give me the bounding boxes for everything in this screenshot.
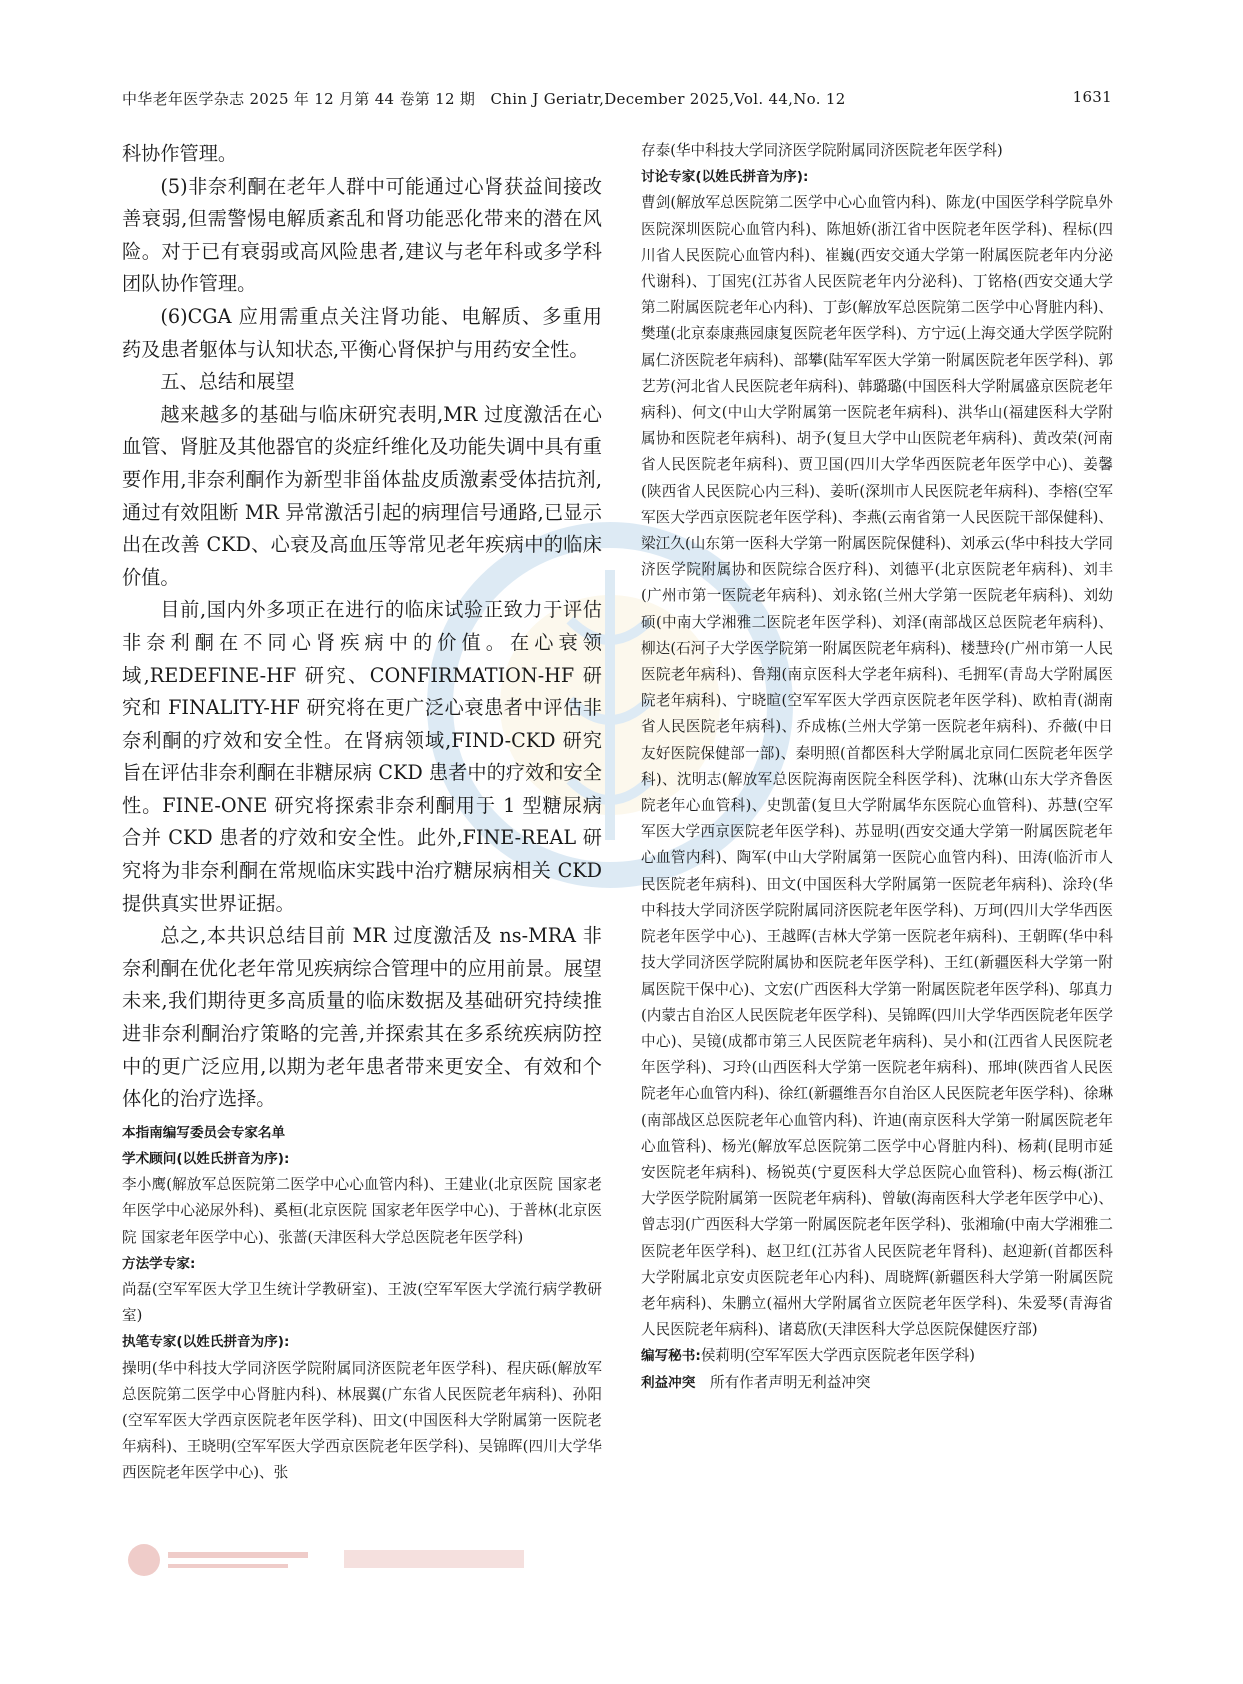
advisors-list: 李小鹰(解放军总医院第二医学中心心血管内科)、王建业(北京医院 国家老年医学中心泌尿外科)、奚桓(北京医院 国家老年医学中心)、于普林(北京医院 国家老年医学中心)、张蔷(天津医科大学总医院老年医学科) <box>122 1176 602 1246</box>
committee-title: 本指南编写委员会专家名单 <box>122 1124 286 1141</box>
journal-citation: 中华老年医学杂志 2025 年 12 月第 44 卷第 12 期 Chin J Geriatr,December 2025,Vol. 44,No. 12 <box>122 90 846 108</box>
publisher-footer-logo <box>124 1540 544 1580</box>
conflict-line <box>641 1370 1113 1396</box>
writers-list-continued: 存泰(华中科技大学同济医学院附属同济医院老年医学科) <box>641 142 1003 159</box>
page-number: 1631 <box>1072 88 1112 106</box>
discussion-heading: 讨论专家(以姓氏拼音为序): <box>641 169 809 186</box>
secretary-heading: 编写秘书: <box>641 1348 701 1365</box>
recommendation-6: (6)CGA 应用需重点关注肾功能、电解质、多重用药及患者躯体与认知状态,平衡心肾保护与用药安全性。 <box>122 304 602 361</box>
paragraph-continued: 科协作管理。 <box>122 142 238 165</box>
discussion-list: 曹剑(解放军总医院第二医学中心心血管内科)、陈龙(中国医学科学院阜外医院深圳医院心血管内科)、陈旭娇(浙江省中医院老年医学科)、程标(四川省人民医院心血管内科)、崔巍(西安交通大学第一附属医院老年内分泌代谢科)、丁国宪(江苏省人民医院老年内分泌科)、丁铭格(西安交通大学第二附属医院老年心内科)、丁彭(解放军总医院第二医学中心肾脏内科)、樊瑾(北京泰康燕园康复医院老年医学科)、方宁远(上海交通大学医学院附属仁济医院老年病科)、部攀(陆军军医大学第一附属医院老年医学科)、郭艺芳(河北省人民医院老年病科)、韩璐璐(中国医科大学附属盛京医院老年病科)、何文(中山大学附属第一医院老年病科)、洪华山(福建医科大学附属协和医院老年病科)、胡予(复旦大学中山医院老年病科)、黄改荣(河南省人民医院老年病科)、贾卫国(四川大学华西医院老年医学中心)、姜馨(陕西省人民医院心内三科)、姜昕(深圳市人民医院老年病科)、李榕(空军军医大学西京医院老年医学科)、李燕(云南省第一人民医院干部保健科)、梁江久(山东第一医科大学第一附属医院保健科)、刘承云(华中科技大学同济医学院附属协和医院综合医疗科)、刘德平(北京医院老年病科)、刘丰(广州市第一医院老年病科)、刘永铭(兰州大学第一医院老年病科)、刘幼硕(中南大学湘雅二医院老年医学科)、刘泽(南部战区总医院老年病科)、柳达(石河子大学医学院第一附属医院老年病科)、楼慧玲(广州市第一人民医院老年病科)、鲁翔(南京医科大学老年病科)、毛拥军(青岛大学附属医院老年病科)、宁晓暄(空军军医大学西京医院老年医学科)、欧柏青(湖南省人民医院老年病科)、乔成栋(兰州大学第一医院老年病科)、乔薇(中日友好医院保健部一部)、秦明照(首都医科大学附属北京同仁医院老年医学科)、沈明志(解放军总医院海南医院全科医学科)、沈琳(山东大学齐鲁医院老年心血管科)、史凯蕾(复旦大学附属华东医院心血管科)、苏慧(空军军医大学西京医院老年医学科)、苏显明(西安交通大学第一附属医院老年心血管内科)、陶军(中山大学附属第一医院心血管内科)、田涛(临沂市人民医院老年病科)、田文(中国医科大学附属第一医院老年病科)、涂玲(华中科技大学同济医学院附属同济医院老年医学科)、万珂(四川大学华西医院老年医学中心)、王越晖(吉林大学第一医院老年病科)、王朝晖(华中科技大学同济医学院附属协和医院老年医学科)、王红(新疆医科大学第一附属医院干保中心)、文宏(广西医科大学第一附属医院老年医学科)、邬真力(内蒙古自治区人民医院老年医学科)、吴锦晖(四川大学华西医院老年医学中心)、吴镜(成都市第三人民医院老年病科)、吴小和(江西省人民医院老年医学科)、习玲(山西医科大学第一医院老年病科)、邢坤(陕西省人民医院老年心血管内科)、徐红(新疆维吾尔自治区人民医院老年医学科)、徐琳(南部战区总医院老年心血管内科)、许迪(南京医科大学第一附属医院老年心血管科)、杨光(解放军总医院第二医学中心肾脏内科)、杨莉(昆明市延安医院老年病科)、杨锐英(宁夏医科大学总医院心血管科)、杨云梅(浙江大学医学院附属第一医院老年病科)、曾敏(海南医科大学老年医学中心)、曾志羽(广西医科大学第一附属医院老年医学科)、张湘瑜(中南大学湘雅二医院老年医学科)、赵卫红(江苏省人民医院老年肾科)、赵迎新(首都医科大学附属北京安贞医院老年心内科)、周晓辉(新疆医科大学第一附属医院老年病科)、朱鹏立(福州大学附属省立医院老年医学科)、朱爱琴(青海省人民医院老年病科)、诸葛欣(天津医科大学总医院保健医疗部) <box>641 194 1113 1339</box>
summary-paragraph-1: 越来越多的基础与临床研究表明,MR 过度激活在心血管、肾脏及其他器官的炎症纤维化及功能失调中具有重要作用,非奈利酮作为新型非甾体盐皮质激素受体拮抗剂,通过有效阻断 MR 异常激活引起的病理信号通路,已显示出在改善 CKD、心衰及高血压等常见老年疾病中的临床价值。 <box>122 402 602 589</box>
summary-paragraph-3: 总之,本共识总结目前 MR 过度激活及 ns-MRA 非奈利酮在优化老年常见疾病综合管理中的应用前景。展望未来,我们期待更多高质量的临床数据及基础研究持续推进非奈利酮治疗策略的完善,并探索其在多系统疾病防控中的更广泛应用,以期为老年患者带来更安全、有效和个体化的治疗选择。 <box>122 924 602 1111</box>
writers-heading: 执笔专家(以姓氏拼音为序): <box>122 1334 290 1351</box>
section-title: 五、总结和展望 <box>160 370 295 394</box>
summary-paragraph-2: 目前,国内外多项正在进行的临床试验正致力于评估非奈利酮在不同心肾疾病中的价值。在心衰领域,REDEFINE-HF 研究、CONFIRMATION-HF 研究和 FINALITY-HF 研究将在更广泛心衰患者中评估非奈利酮的疗效和安全性。在肾病领域,FIND-CKD 研究旨在评估非奈利酮在非糖尿病 CKD 患者中的疗效和安全性。FINE-ONE 研究将探索非奈利酮用于 1 型糖尿病合并 CKD 患者的疗效和安全性。此外,FINE-REAL 研究将为非奈利酮在常规临床实践中治疗糖尿病相关 CKD 提供真实世界证据。 <box>122 598 602 915</box>
methods-list: 尚磊(空军军医大学卫生统计学教研室)、王波(空军军医大学流行病学教研室) <box>122 1281 602 1325</box>
conflict-heading: 利益冲突 <box>641 1374 696 1391</box>
methods-heading: 方法学专家: <box>122 1255 196 1272</box>
advisors-heading: 学术顾问(以姓氏拼音为序): <box>122 1151 290 1168</box>
left-column <box>122 138 602 1487</box>
conflict-statement: 所有作者声明无利益冲突 <box>709 1373 871 1391</box>
running-header <box>122 88 1112 112</box>
secretary-name: 侯莉明(空军军医大学西京医院老年医学科) <box>700 1347 975 1365</box>
writers-list: 操明(华中科技大学同济医学院附属同济医院老年医学科)、程庆砾(解放军总医院第二医学中心肾脏内科)、林展翼(广东省人民医院老年病科)、孙阳(空军军医大学西京医院老年医学科)、田文(中国医科大学附属第一医院老年病科)、王晓明(空军军医大学西京医院老年医学科)、吴锦晖(四川大学华西医院老年医学中心)、张 <box>122 1359 602 1482</box>
recommendation-5: (5)非奈利酮在老年人群中可能通过心肾获益间接改善衰弱,但需警惕电解质紊乱和肾功能恶化带来的潜在风险。对于已有衰弱或高风险患者,建议与老年科或多学科团队协作管理。 <box>122 174 602 296</box>
secretary-line <box>641 1343 1113 1369</box>
right-column <box>641 138 1113 1396</box>
